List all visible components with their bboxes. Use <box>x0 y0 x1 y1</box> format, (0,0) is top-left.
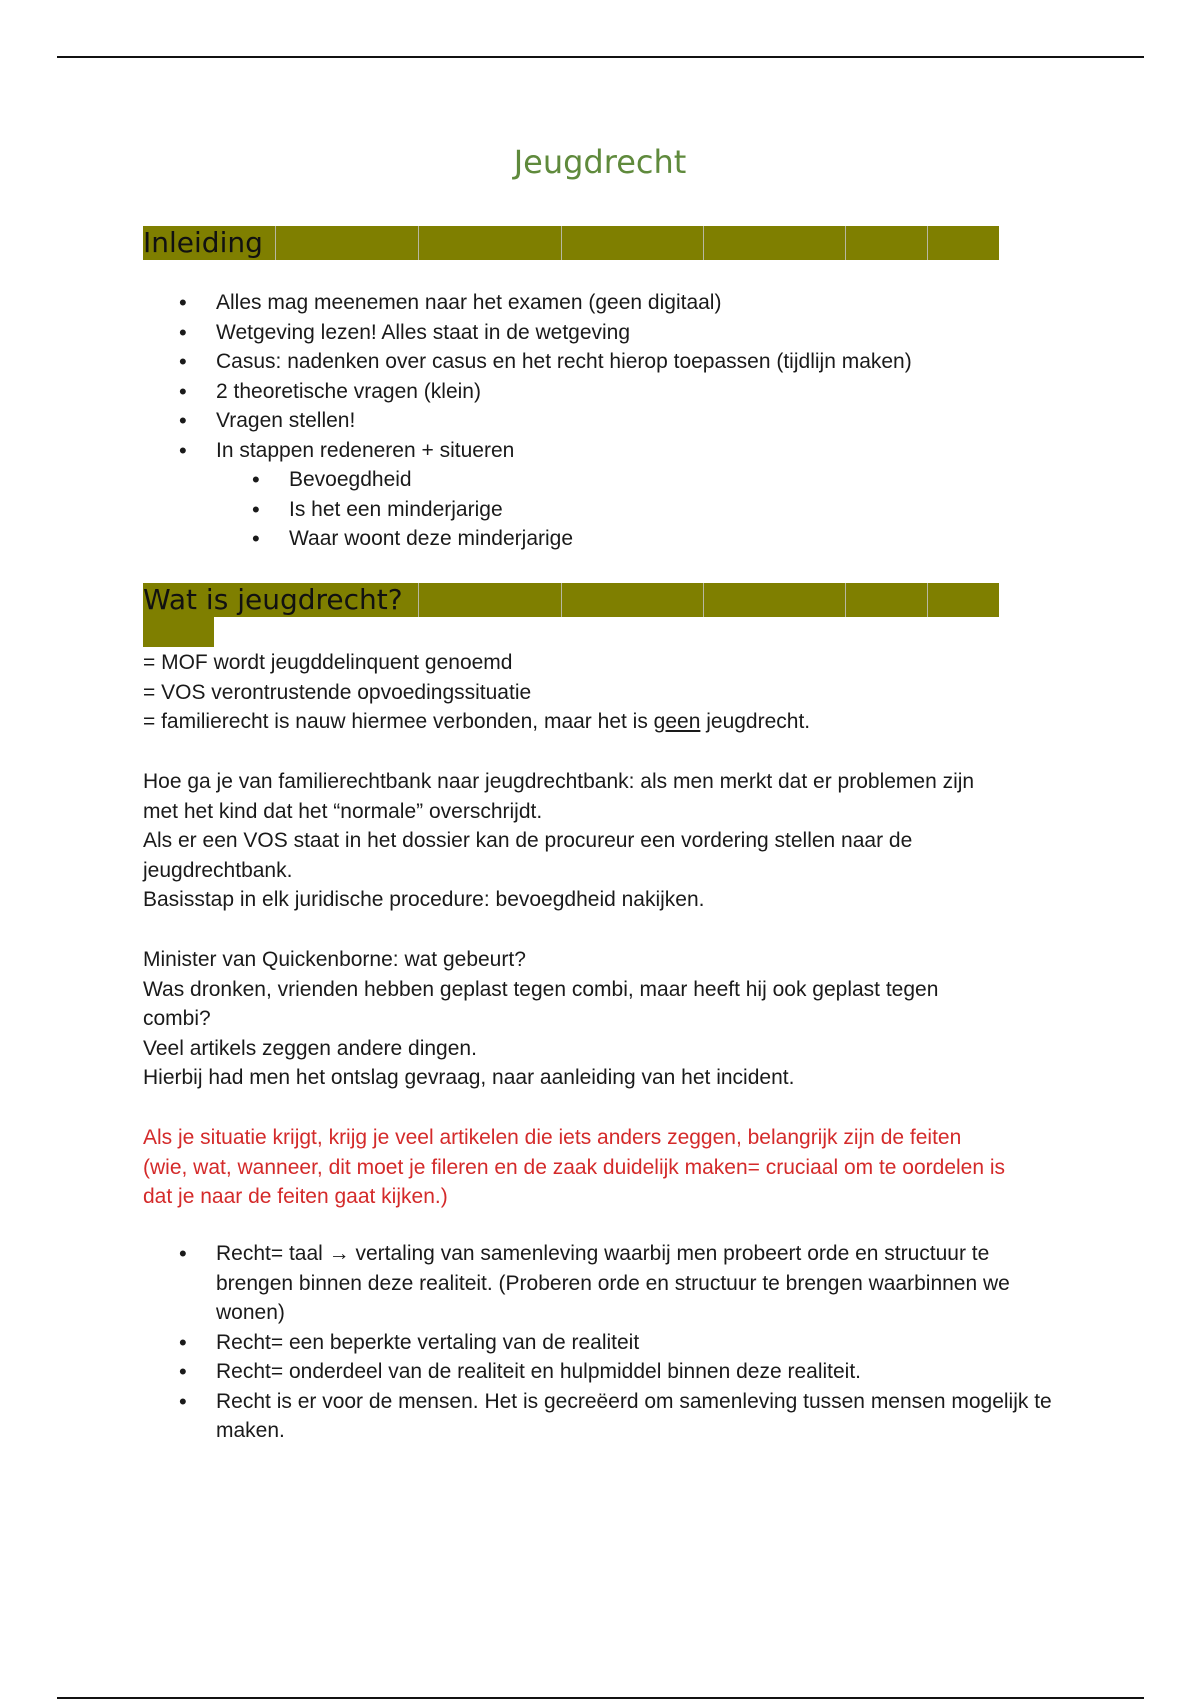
definition-text: = familierecht is nauw hiermee verbonden, maar het is <box>143 710 654 733</box>
paragraph-line: Als je situatie krijgt, krijg je veel artikelen die iets anders zeggen, belangrijk zijn de feiten <box>143 1126 962 1149</box>
paragraph-rechtbank <box>143 767 1063 915</box>
sub-list-item: • Waar woont deze minderjarige <box>216 524 1003 554</box>
paragraph-line: Hoe ga je van familierechtbank naar jeugdrechtbank: als men merkt dat er problemen zijn <box>143 770 975 793</box>
paragraph-line: combi? <box>143 1007 211 1030</box>
list-item: • 2 theoretische vragen (klein) <box>143 377 1003 407</box>
definition-line <box>143 707 1063 737</box>
list-item: • Recht is er voor de mensen. Het is gecreëerd om samenleving tussen mensen mogelijk te maken. <box>143 1387 1063 1446</box>
definitions <box>143 648 1063 737</box>
list-item: • Alles mag meenemen naar het examen (geen digitaal) <box>143 288 1003 318</box>
paragraph-line: Was dronken, vrienden hebben geplast tegen combi, maar heeft hij ook geplast tegen <box>143 977 939 1001</box>
underlined-word: geen <box>653 710 701 733</box>
list-item-text: In stappen redeneren + situeren <box>216 438 515 462</box>
paragraph-important-red <box>143 1123 1063 1212</box>
list-item: • Recht= onderdeel van de realiteit en hulpmiddel binnen deze realiteit. <box>143 1357 1063 1387</box>
list-item: • Casus: nadenken over casus en het recht hierop toepassen (tijdlijn maken) <box>143 347 1003 377</box>
paragraph-line: dat je naar de feiten gaat kijken.) <box>143 1185 448 1208</box>
list-item: • Vragen stellen! <box>143 406 1003 436</box>
paragraph-line: Minister van Quickenborne: wat gebeurt? <box>143 948 526 971</box>
paragraph-minister <box>143 945 1063 1093</box>
heading-highlight-tail <box>143 617 214 647</box>
page-title: Jeugdrecht <box>513 143 687 181</box>
paragraph-line: Basisstap in elk juridische procedure: bevoegdheid nakijken. <box>143 888 705 911</box>
list-item: • Wetgeving lezen! Alles staat in de wetgeving <box>143 318 1003 348</box>
definition-text: jeugdrecht. <box>700 710 811 733</box>
list-item: • Recht= een beperkte vertaling van de realiteit <box>143 1328 1063 1358</box>
paragraph-line: Als er een VOS staat in het dossier kan de procureur een vordering stellen naar de <box>143 829 913 852</box>
sub-list-item: • Bevoegdheid <box>216 465 1003 495</box>
definition-line: = MOF wordt jeugddelinquent genoemd <box>143 651 513 674</box>
paragraph-line: (wie, wat, wanneer, dit moet je fileren en de zaak duidelijk maken= cruciaal om te oordelen is <box>143 1155 1006 1179</box>
intro-list <box>143 288 1003 554</box>
paragraph-line: met het kind dat het “normale” overschrijdt. <box>143 799 543 823</box>
intro-sublist <box>216 465 1003 554</box>
definition-line: = VOS verontrustende opvoedingssituatie <box>143 680 532 704</box>
header-rule <box>57 56 1144 58</box>
list-item: • Recht= taal → vertaling van samenleving waarbij men probeert orde en structuur te brengen binnen deze realiteit. (Proberen orde en structuur te brengen waarbinnen we wonen) <box>143 1239 1063 1328</box>
section-heading-wat-is-jeugdrecht <box>143 583 999 617</box>
paragraph-line: jeugdrechtbank. <box>143 858 293 882</box>
paragraph-line: Hierbij had men het ontslag gevraag, naar aanleiding van het incident. <box>143 1066 795 1089</box>
sub-list-item: • Is het een minderjarige <box>216 495 1003 525</box>
section-heading-label: Wat is jeugdrecht? <box>143 583 411 617</box>
recht-list <box>143 1239 1063 1446</box>
paragraph-line: Veel artikels zeggen andere dingen. <box>143 1036 477 1060</box>
footer-rule <box>57 1697 1144 1699</box>
list-item <box>143 436 1003 554</box>
section-heading-label: Inleiding <box>143 226 271 260</box>
section-heading-inleiding <box>143 226 999 260</box>
